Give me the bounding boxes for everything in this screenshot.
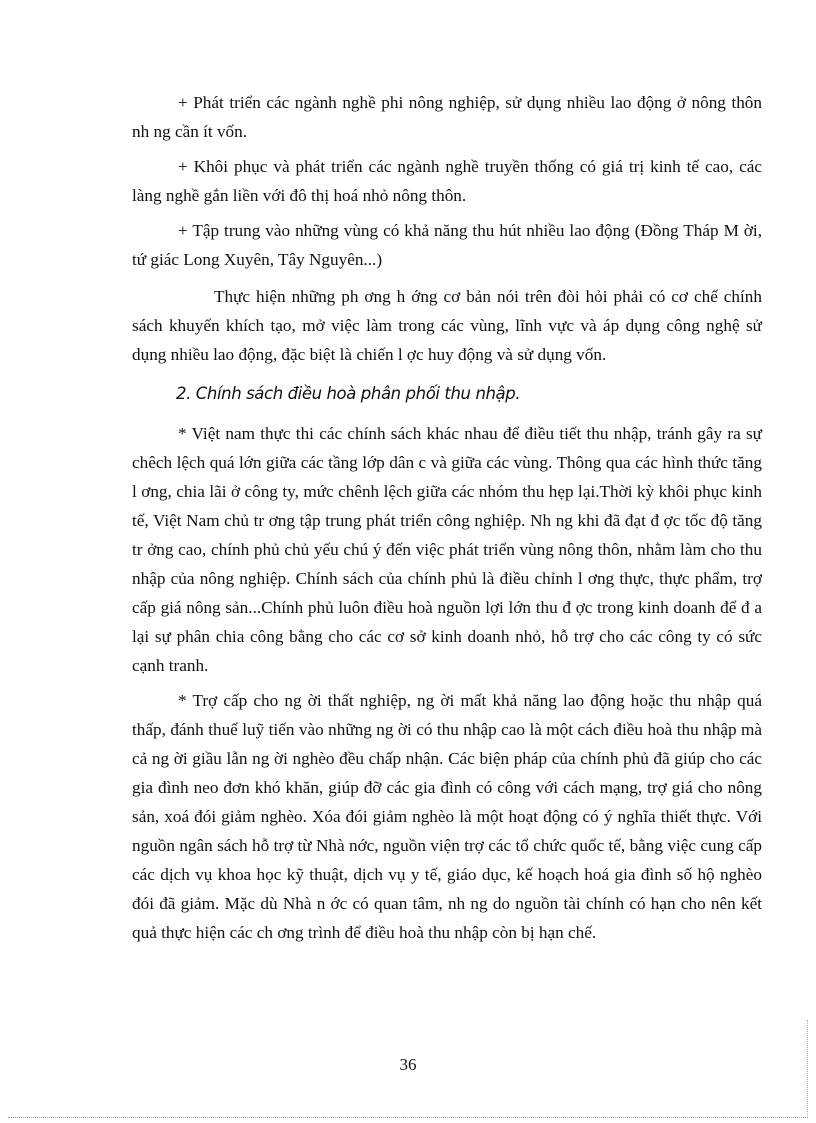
- section-heading: 2. Chính sách điều hoà phân phối thu nhập.: [176, 384, 521, 403]
- page-bottom-divider: [8, 1117, 808, 1118]
- page-body: [132, 88, 762, 947]
- paragraph-labor-regions: + Tập trung vào những vùng có khả năng thu hút nhiều lao động (Đồng Tháp M ời, tứ giác Long Xuyên, Tây Nguyên...): [132, 221, 762, 269]
- paragraph-nonfarm-industries: + Phát triển các ngành nghề phi nông nghiệp, sử dụng nhiều lao động ở nông thôn nh ng cần ít vốn.: [132, 93, 762, 141]
- page-edge-divider: [807, 1020, 808, 1116]
- page-number: 36: [399, 1055, 417, 1074]
- paragraph-income-regulation: * Việt nam thực thi các chính sách khác nhau để điều tiết thu nhập, tránh gây ra sự chêch lệch quá lớn giữa các tầng lớp dân c và giữa các vùng. Thông qua các hình thức tăng l ơng, chia lãi ở công ty, mức chênh lệch giữa các nhóm thu hẹp lại.Thời kỳ khôi phục kinh tế, Việt Nam chủ tr ơng tập trung phát triển công nghiệp. Nh ng khi đã đạt đ ợc tốc độ tăng tr ởng cao, chính phủ chủ yếu chú ý đến việc phát triển vùng nông thôn, nhằm làm cho thu nhập của nông nghiệp. Chính sách của chính phủ là điều chỉnh l ơng thực, thực phẩm, trợ cấp giá nông sản...Chính phủ luôn điều hoà nguồn lợi lớn thu đ ợc trong kinh doanh để đ a lại sự phân chia công bằng cho các cơ sở kinh doanh nhỏ, hỗ trợ cho các công ty có sức cạnh tranh.: [132, 424, 762, 675]
- paragraph-policy-mechanism: Thực hiện những ph ơng h ớng cơ bản nói trên đòi hỏi phải có cơ chế chính sách khuyến khích tạo, mở việc làm trong các vùng, lĩnh vực và áp dụng công nghệ sử dụng nhiều lao động, đặc biệt là chiến l ợc huy động và sử dụng vốn.: [132, 287, 762, 364]
- paragraph-traditional-crafts: + Khôi phục và phát triển các ngành nghề truyền thống có giá trị kinh tế cao, các làng nghề gắn liền với đô thị hoá nhỏ nông thôn.: [132, 157, 762, 205]
- paragraph-unemployment-support: * Trợ cấp cho ng ời thất nghiệp, ng ời mất khả năng lao động hoặc thu nhập quá thấp, đánh thuế luỹ tiến vào những ng ời có thu nhập cao là một cách điều hoà thu nhập mà cả ng ời giầu lẫn ng ời nghèo đều chấp nhận. Các biện pháp của chính phủ đã giúp cho các gia đình neo đơn khó khăn, giúp đỡ các gia đình có công với cách mạng, trợ giá cho nông sản, xoá đói giảm nghèo. Xóa đói giảm nghèo là một hoạt động có ý nghĩa thiết thực. Với nguồn ngân sách hỗ trợ từ Nhà nớc, nguồn viện trợ các tổ chức quốc tế, bằng việc cung cấp các dịch vụ khoa học kỹ thuật, dịch vụ y tế, giáo dục, kế hoạch hoá gia đình số hộ nghèo đói đã giảm. Mặc dù Nhà n ớc có quan tâm, nh ng do nguồn tài chính có hạn cho nên kết quả thực hiện các ch ơng trình để điều hoà thu nhập còn bị hạn chế.: [132, 691, 762, 942]
